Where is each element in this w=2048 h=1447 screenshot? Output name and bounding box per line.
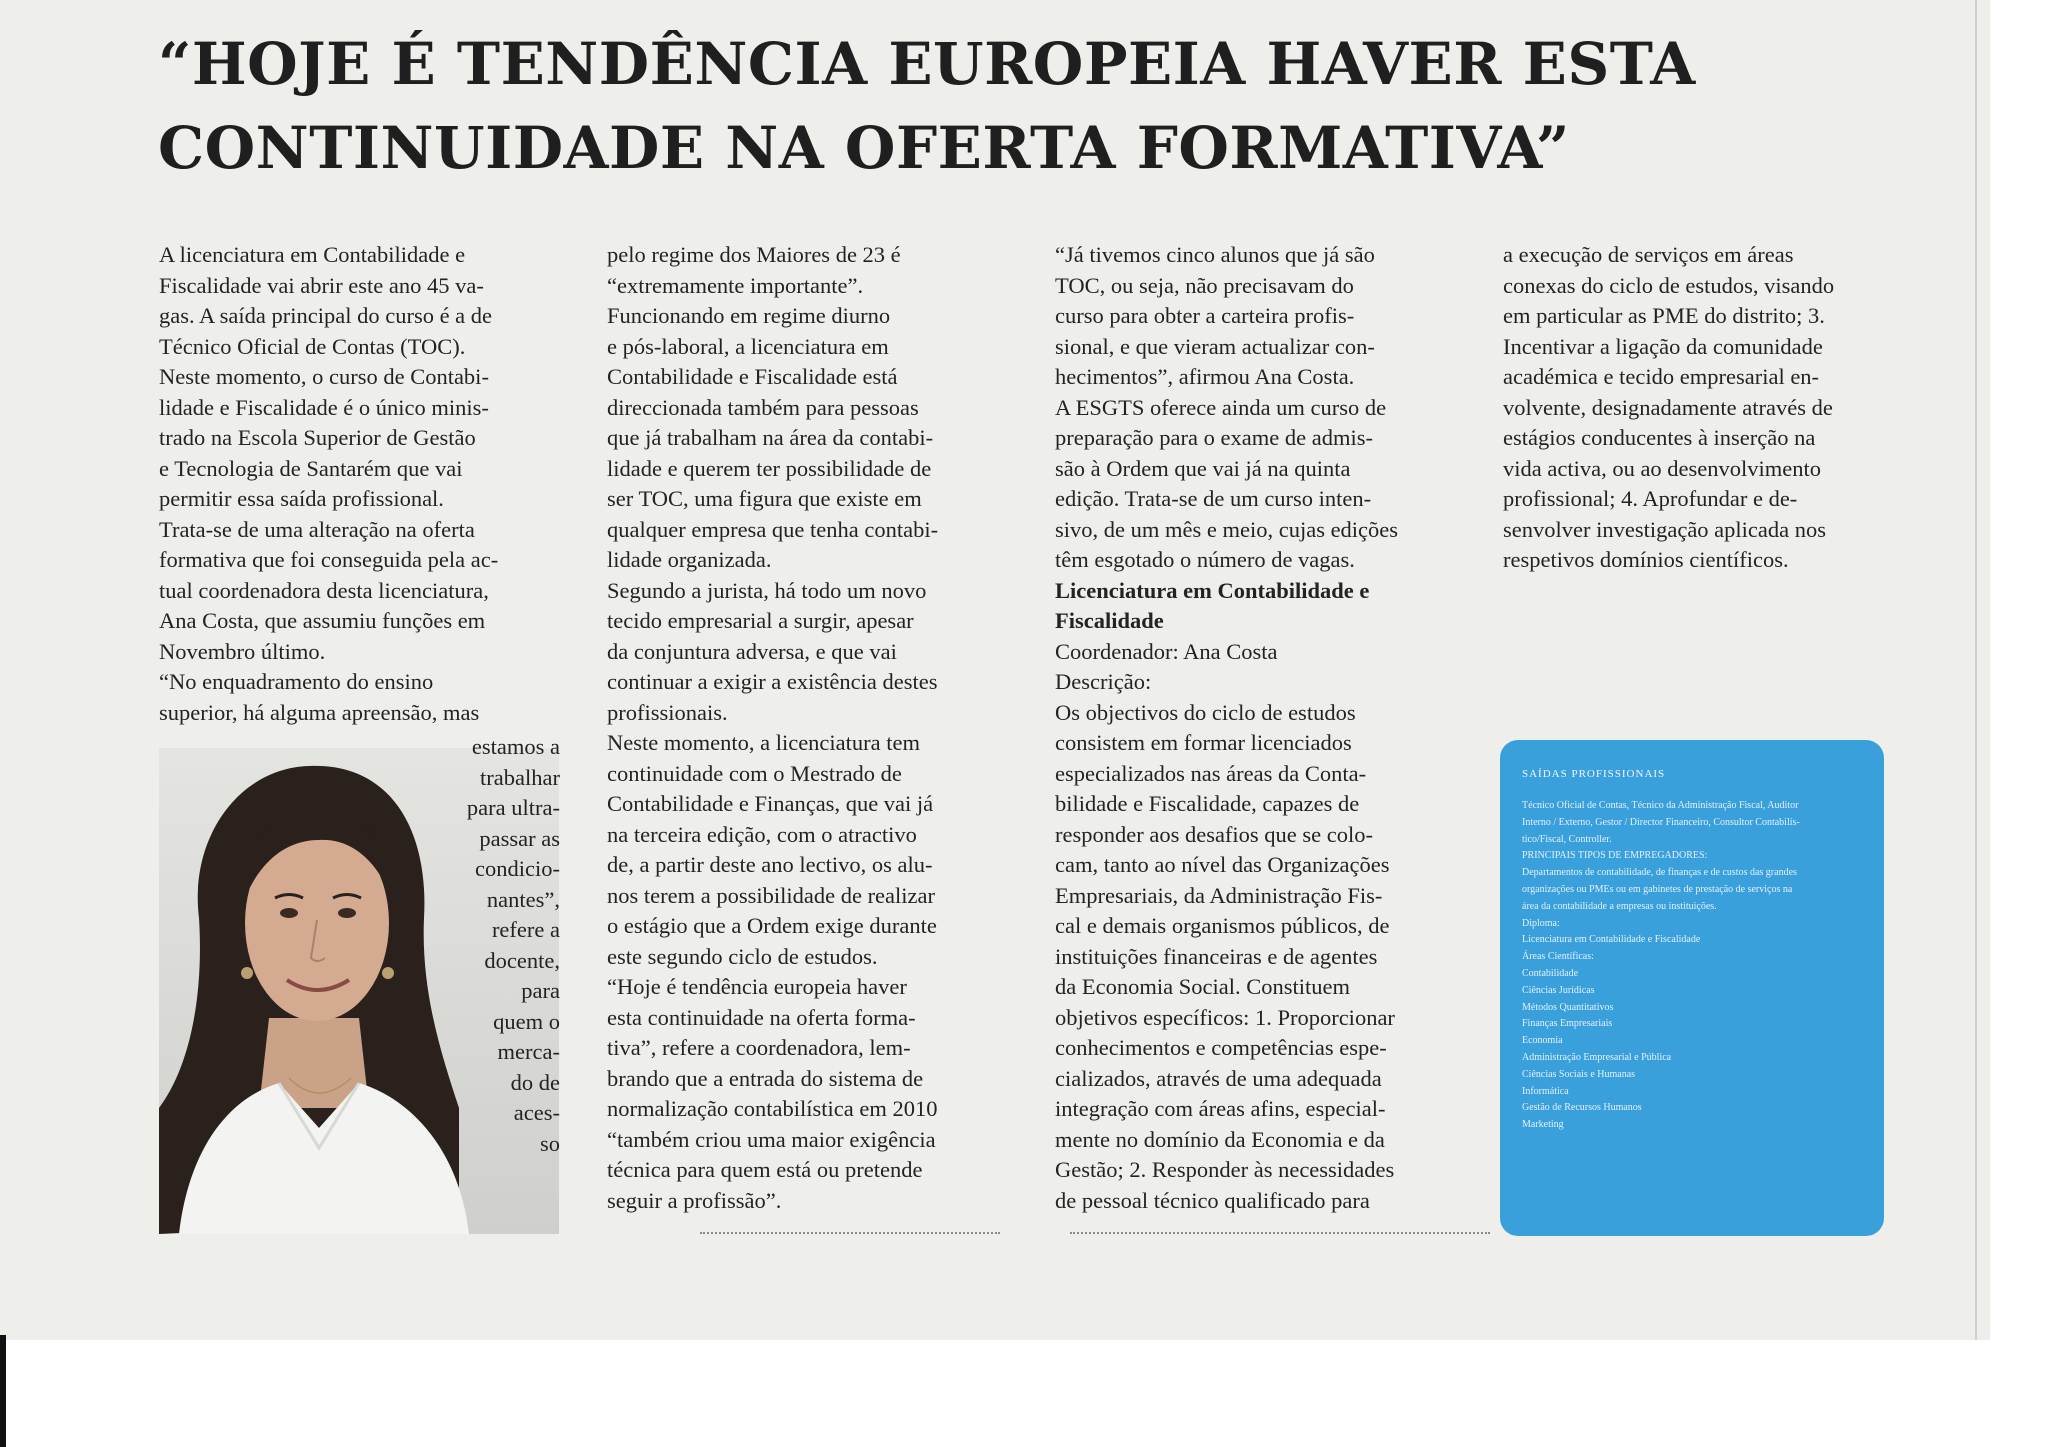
- text-line: do de: [510, 1069, 560, 1095]
- article-column-4: [1503, 240, 1903, 576]
- text-line: Técnico Oficial de Contas (TOC).: [159, 333, 466, 359]
- info-box-line: Administração Empresarial e Pública: [1522, 1051, 1672, 1063]
- text-line: volvente, designadamente através de: [1503, 394, 1833, 420]
- info-box-line: Marketing: [1522, 1119, 1564, 1131]
- info-box-line: Métodos Quantitativos: [1522, 1001, 1614, 1013]
- text-line: que já trabalham na área da contabi-: [607, 425, 934, 450]
- text-line: objetivos específicos: 1. Proporcionar: [1055, 1004, 1395, 1030]
- text-line: nos terem a possibilidade de realizar: [607, 882, 935, 908]
- text-line: para ultra-: [466, 795, 560, 820]
- text-line: Ana Costa, que assumiu funções em: [159, 608, 486, 633]
- text-line: docente,: [484, 947, 560, 973]
- text-line: na terceira edição, com o atractivo: [607, 821, 917, 847]
- text-line: instituições financeiras e de agentes: [1055, 943, 1378, 969]
- text-line: Novembro último.: [159, 638, 326, 664]
- text-line: ser TOC, uma figura que existe em: [607, 486, 922, 511]
- text-line: trabalhar: [480, 764, 560, 790]
- text-line: profissionais.: [607, 699, 728, 725]
- text-line: Contabilidade e Fiscalidade está: [607, 364, 898, 389]
- text-line: responder aos desafios que se colo-: [1055, 821, 1374, 847]
- text-line: sivo, de um mês e meio, cujas edições: [1055, 516, 1399, 542]
- article-column-1: [159, 240, 559, 728]
- text-line: edição. Trata-se de um curso inten-: [1055, 486, 1372, 511]
- text-line: superior, há alguma apreensão, mas: [159, 699, 480, 725]
- info-box-saidas-profissionais: [1500, 740, 1884, 1236]
- info-box-line: Economia: [1522, 1035, 1563, 1047]
- text-line: Fiscalidade vai abrir este ano 45 va-: [159, 272, 484, 298]
- text-line: direccionada também para pessoas: [607, 394, 919, 420]
- text-line: continuar a exigir a existência destes: [607, 669, 938, 694]
- text-line: sional, e que vieram actualizar con-: [1055, 333, 1375, 359]
- text-line: para: [521, 978, 560, 1003]
- subheading-line: Licenciatura em Contabilidade e: [1055, 577, 1370, 603]
- text-line: em particular as PME do distrito; 3.: [1503, 303, 1825, 328]
- info-box-line: organizações ou PMEs ou em gabinetes de prestação de serviços na: [1522, 883, 1793, 895]
- text-line: senvolver investigação aplicada nos: [1503, 516, 1827, 542]
- text-line: curso para obter a carteira profis-: [1055, 303, 1355, 328]
- text-line: “extremamente importante”.: [607, 272, 864, 298]
- text-line: trado na Escola Superior de Gestão: [159, 425, 476, 450]
- text-line: aces-: [513, 1100, 560, 1125]
- text-line: gas. A saída principal do curso é a de: [159, 303, 493, 328]
- info-box-line: Gestão de Recursos Humanos: [1522, 1102, 1642, 1114]
- text-line: cam, tanto ao nível das Organizações: [1055, 852, 1390, 877]
- text-line: académica e tecido empresarial en-: [1503, 364, 1820, 389]
- text-line: conhecimentos e competências espe-: [1055, 1035, 1387, 1060]
- text-line: consistem em formar licenciados: [1055, 730, 1352, 755]
- info-box-line: Áreas Científicas:: [1522, 951, 1594, 963]
- text-line: têm esgotado o número de vagas.: [1055, 547, 1355, 572]
- text-line: da Economia Social. Constituem: [1055, 974, 1350, 999]
- info-box-line: Licenciatura em Contabilidade e Fiscalidade: [1522, 934, 1701, 946]
- text-line: de, a partir deste ano lectivo, os alu-: [607, 852, 933, 877]
- text-line: pelo regime dos Maiores de 23 é: [607, 242, 901, 267]
- text-line: refere a: [491, 917, 560, 942]
- photo-wrap-text: [390, 732, 560, 1159]
- text-line: permitir essa saída profissional.: [159, 486, 444, 511]
- text-line: lidade organizada.: [607, 547, 772, 572]
- info-box-title: SAÍDAS PROFISSIONAIS: [1522, 768, 1666, 780]
- text-line: preparação para o exame de admis-: [1055, 425, 1373, 450]
- dotted-rule: [700, 1232, 1000, 1235]
- info-box-line: tico/Fiscal, Controller.: [1522, 833, 1612, 845]
- text-line: cializados, através de uma adequada: [1055, 1065, 1382, 1091]
- text-line: a execução de serviços em áreas: [1503, 242, 1794, 267]
- text-line: Contabilidade e Finanças, que vai já: [607, 791, 934, 816]
- text-line: brando que a entrada do sistema de: [607, 1065, 924, 1091]
- text-line: de pessoal técnico qualificado para: [1055, 1187, 1370, 1213]
- article-column-2: [607, 240, 1002, 1216]
- dotted-rule: [1070, 1232, 1490, 1235]
- text-line: e Tecnologia de Santarém que vai: [159, 455, 463, 481]
- text-line: da conjuntura adversa, e que vai: [607, 638, 897, 664]
- article-headline: [158, 22, 1718, 190]
- text-line: quem o: [493, 1008, 560, 1034]
- text-line: estamos a: [471, 734, 560, 759]
- headline-line-2: CONTINUIDADE NA OFERTA FORMATIVA”: [158, 114, 1570, 182]
- text-line: tecido empresarial a surgir, apesar: [607, 608, 914, 633]
- text-line: Empresariais, da Administração Fis-: [1055, 882, 1383, 908]
- text-line: condicio-: [475, 856, 560, 881]
- text-line: seguir a profissão”.: [607, 1187, 782, 1213]
- text-line: passar as: [479, 825, 560, 851]
- text-line: lidade e querem ter possibilidade de: [607, 455, 932, 481]
- text-line: bilidade e Fiscalidade, capazes de: [1055, 791, 1360, 816]
- text-line: “No enquadramento do ensino: [159, 669, 434, 694]
- text-line: hecimentos”, afirmou Ana Costa.: [1055, 364, 1355, 389]
- text-line: merca-: [497, 1039, 560, 1064]
- text-line: o estágio que a Ordem exige durante: [607, 913, 937, 938]
- scan-edge-line: [0, 1335, 6, 1447]
- text-line: lidade e Fiscalidade é o único minis-: [159, 394, 489, 420]
- text-line: Trata-se de uma alteração na oferta: [159, 516, 475, 542]
- info-box-line: Ciências Jurídicas: [1522, 984, 1595, 996]
- text-line: mente no domínio da Economia e da: [1055, 1126, 1385, 1152]
- text-line: tiva”, refere a coordenadora, lem-: [607, 1035, 911, 1060]
- text-line: “Hoje é tendência europeia haver: [607, 974, 907, 999]
- text-line: “também criou uma maior exigência: [607, 1126, 936, 1152]
- text-line: Descrição:: [1055, 669, 1152, 694]
- page-fold-line: [1975, 0, 1977, 1340]
- info-box-line: Técnico Oficial de Contas, Técnico da Administração Fiscal, Auditor: [1522, 800, 1799, 811]
- info-box-line: Ciências Sociais e Humanas: [1522, 1068, 1636, 1080]
- text-line: A licenciatura em Contabilidade e: [159, 242, 466, 267]
- text-line: Incentivar a ligação da comunidade: [1503, 333, 1823, 359]
- text-line: continuidade com o Mestrado de: [607, 760, 902, 786]
- text-line: “Já tivemos cinco alunos que já são: [1055, 242, 1375, 267]
- text-line: so: [539, 1130, 560, 1156]
- info-box-line: PRINCIPAIS TIPOS DE EMPREGADORES:: [1522, 850, 1708, 862]
- text-line: cal e demais organismos públicos, de: [1055, 913, 1390, 938]
- text-line: técnica para quem está ou pretende: [607, 1157, 923, 1182]
- text-line: nantes”,: [486, 886, 560, 912]
- info-box-line: Departamentos de contabilidade, de finanças e de custos das grandes: [1522, 867, 1797, 879]
- text-line: estágios conducentes à inserção na: [1503, 425, 1816, 450]
- info-box-line: Contabilidade: [1522, 967, 1579, 979]
- info-box-line: Diploma:: [1522, 917, 1560, 929]
- text-line: Gestão; 2. Responder às necessidades: [1055, 1157, 1395, 1182]
- text-line: TOC, ou seja, não precisavam do: [1055, 272, 1354, 298]
- text-line: Segundo a jurista, há todo um novo: [607, 577, 927, 603]
- text-line: profissional; 4. Aprofundar e de-: [1503, 486, 1798, 511]
- article-column-3: [1055, 240, 1455, 1216]
- text-line: conexas do ciclo de estudos, visando: [1503, 272, 1835, 298]
- text-line: qualquer empresa que tenha contabi-: [607, 516, 939, 542]
- text-line: Neste momento, o curso de Contabi-: [159, 364, 489, 389]
- text-line: Neste momento, a licenciatura tem: [607, 730, 921, 755]
- text-line: Os objectivos do ciclo de estudos: [1055, 699, 1356, 725]
- text-line: Funcionando em regime diurno: [607, 303, 891, 328]
- info-box-line: área da contabilidade a empresas ou instituições.: [1522, 900, 1717, 912]
- text-line: normalização contabilística em 2010: [607, 1096, 938, 1121]
- text-line: respetivos domínios científicos.: [1503, 547, 1789, 572]
- text-line: esta continuidade na oferta forma-: [607, 1004, 916, 1030]
- text-line: A ESGTS oferece ainda um curso de: [1055, 394, 1387, 420]
- text-line: são à Ordem que vai já na quinta: [1055, 455, 1351, 481]
- text-line: Coordenador: Ana Costa: [1055, 638, 1278, 664]
- text-line: tual coordenadora desta licenciatura,: [159, 577, 489, 603]
- info-box-line: Informática: [1522, 1085, 1569, 1097]
- headline-line-1: “HOJE É TENDÊNCIA EUROPEIA HAVER ESTA: [158, 30, 1696, 98]
- text-line: e pós-laboral, a licenciatura em: [607, 333, 889, 359]
- info-box-line: Finanças Empresariais: [1522, 1018, 1613, 1030]
- text-line: este segundo ciclo de estudos.: [607, 943, 878, 969]
- text-line: integração com áreas afins, especial-: [1055, 1096, 1386, 1121]
- text-line: vida activa, ou ao desenvolvimento: [1503, 455, 1822, 481]
- info-box-line: Interno / Externo, Gestor / Director Financeiro, Consultor Contabilís-: [1522, 816, 1800, 828]
- subheading-line: Fiscalidade: [1055, 608, 1164, 633]
- text-line: especializados nas áreas da Conta-: [1055, 760, 1367, 786]
- text-line: formativa que foi conseguida pela ac-: [159, 547, 499, 572]
